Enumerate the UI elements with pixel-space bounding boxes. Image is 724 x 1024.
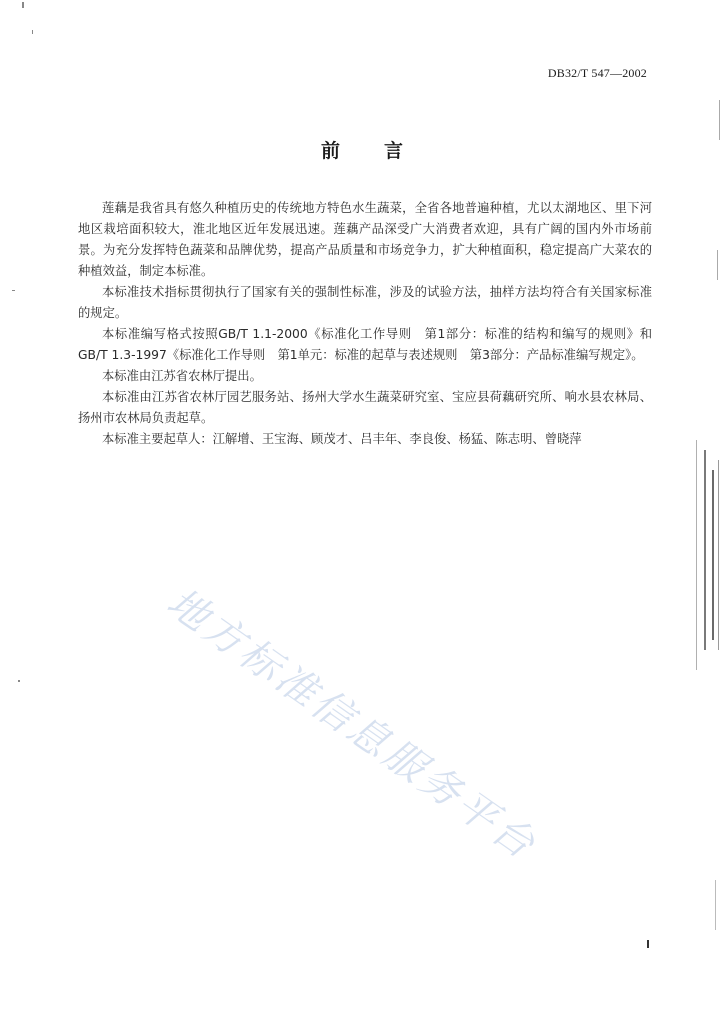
paragraph-drafters: 本标准主要起草人：江解增、王宝海、顾茂才、吕丰年、李良俊、杨猛、陈志明、曾晓萍 bbox=[102, 432, 582, 446]
scan-speck bbox=[32, 30, 33, 34]
title-char-2: 言 bbox=[384, 140, 404, 162]
scan-speck bbox=[12, 290, 15, 291]
page-title bbox=[0, 136, 724, 163]
paragraph-intro: 莲藕是我省具有悠久种植历史的传统地方特色水生蔬菜，全省各地普遍种植，尤以太湖地区、里下河地区栽培面积较大，淮北地区近年发展迅速。莲藕产品深受广大消费者欢迎，具有广阔的国内外市场前景。为充分发挥特色蔬菜和品牌优势，提高产品质量和市场竞争力，扩大种植面积，稳定提高广大菜农的种植效益，制定本标准。 bbox=[78, 201, 652, 278]
foreword-body bbox=[78, 198, 652, 450]
paragraph-drafting-units: 本标准由江苏省农林厅园艺服务站、扬州大学水生蔬菜研究室、宝应县荷藕研究所、响水县农林局、扬州市农林局负责起草。 bbox=[78, 390, 652, 425]
scan-speck bbox=[18, 680, 20, 682]
standard-number: DB32/T 547—2002 bbox=[547, 66, 647, 80]
title-char-1: 前 bbox=[320, 140, 340, 162]
scan-speck bbox=[717, 250, 718, 280]
scan-edge-artifact bbox=[690, 440, 724, 670]
paragraph-compliance: 本标准技术指标贯彻执行了国家有关的强制性标准，涉及的试验方法，抽样方法均符合有关国家标准的规定。 bbox=[78, 285, 652, 320]
paragraph-format: 本标准编写格式按照GB/T 1.1-2000《标准化工作导则 第1部分：标准的结构和编写的规则》和GB/T 1.3-1997《标准化工作导则 第1单元：标准的起草与表述规则 第3部分：产品标准编写规定》。 bbox=[78, 327, 652, 362]
page-mark bbox=[647, 940, 649, 948]
scan-speck bbox=[715, 880, 716, 930]
paragraph-proposer: 本标准由江苏省农林厅提出。 bbox=[102, 369, 262, 383]
watermark-text: 地方标准信息服务平台 bbox=[158, 579, 546, 870]
scan-speck bbox=[719, 100, 720, 140]
scan-speck bbox=[22, 2, 24, 8]
